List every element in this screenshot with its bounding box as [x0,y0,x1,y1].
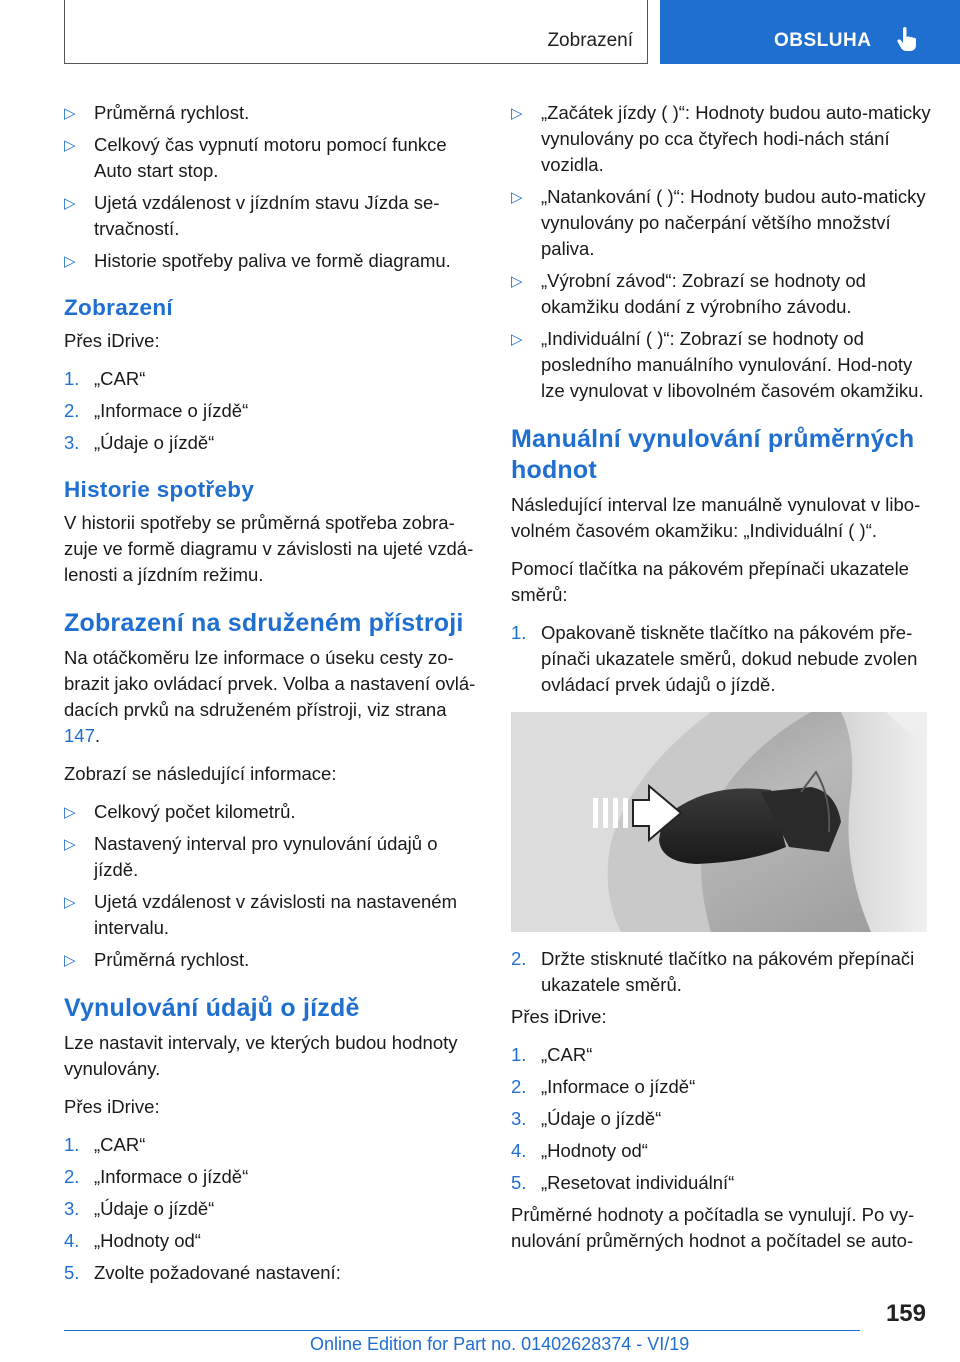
list-item: ▷ „Začátek jízdy ( )“: Hodnoty budou auto-maticky vynulovány po cca čtyřech hodi-nách stání vozidla. [511,102,931,175]
outro-text: Průměrné hodnoty a počítadla se vynulují. Po vy-nulování průměrných hodnot a počítadel se auto- [511,1204,915,1251]
top-bullet-list [64,100,476,274]
steps-list [64,1132,476,1286]
page-number: 159 [885,1300,926,1327]
intro-text: Zobrazí se následující informace: [64,763,337,784]
list-item: 2. Držte stisknuté tlačítko na pákovém přepínači ukazatele směrů. [511,948,915,995]
idrive-steps-list [511,1042,931,1196]
triangle-bullet-icon: ▷ [64,804,76,821]
info-bullet-list [64,799,476,973]
list-item: 3. „Údaje o jízdě“ [64,1198,215,1219]
footer-divider [64,1330,860,1331]
manual-text-2: Pomocí tlačítka na pákovém přepínači ukazatele směrů: [511,558,909,605]
manual-text-1: Následující interval lze manuálně vynulovat v libo-volném časovém okamžiku: „Individuální ( )“. [511,494,921,541]
heading-historie: Historie spotřeby [64,477,255,502]
intro-text: Přes iDrive: [511,1006,607,1027]
list-item: 2. „Informace o jízdě“ [64,1166,249,1187]
triangle-bullet-icon: ▷ [511,273,523,290]
list-item: ▷ Celkový čas vypnutí motoru pomocí funkce Auto start stop. [64,134,447,181]
list-item: ▷ Průměrná rychlost. [64,947,476,973]
section-title: Zobrazení [547,30,633,51]
list-item: ▷ „Individuální ( )“: Zobrazí se hodnoty od posledního manuálního vynulování. Hod-noty lze vynulovat v libovolném časovém okamžiku. [511,328,924,401]
list-item: 1. „CAR“ [511,1044,593,1065]
list-item: ▷ „Natankování ( )“: Hodnoty budou auto-maticky vynulovány po načerpání většího množství paliva. [511,186,926,259]
intro-text: Přes iDrive: [64,330,160,351]
list-item: ▷ Nastavený interval pro vynulování údajů o jízdě. [64,833,438,880]
manual-steps-list [511,620,931,698]
list-item: ▷ Ujetá vzdálenost v závislosti na nastaveném intervalu. [64,891,457,938]
list-item: 4. „Hodnoty od“ [64,1230,201,1251]
page-reference-link[interactable]: 147 [64,725,95,746]
intro-text: Přes iDrive: [64,1096,160,1117]
reset-options-list [511,100,931,404]
list-item: 4. „Hodnoty od“ [511,1140,648,1161]
triangle-bullet-icon: ▷ [511,331,523,348]
pristroj-text: Na otáčkoměru lze informace o úseku cesty zo-brazit jako ovládací prvek. Volba a nastavení ovlá-dacích prvků na sdruženém přístroji, viz strana 147. [64,647,476,746]
chapter-title: OBSLUHA [774,30,872,51]
triangle-bullet-icon: ▷ [64,952,76,969]
vynulovani-text: Lze nastavit intervaly, ve kterých budou hodnoty vynulovány. [64,1032,458,1079]
heading-vynulovani: Vynulování údajů o jízdě [64,994,360,1022]
list-item: 1. Opakovaně tiskněte tlačítko na pákovém pře-pínači ukazatele směrů, dokud nebude zvolen ovládací prvek údajů o jízdě. [511,622,918,695]
list-item: ▷ Průměrná rychlost. [64,100,476,126]
list-item: 1. „CAR“ [64,1134,146,1155]
triangle-bullet-icon: ▷ [511,105,523,122]
heading-manual-reset: Manuální vynulování průměrných hodnot [511,425,915,484]
hand-pointer-icon [896,26,918,52]
header-chapter-tab[interactable] [660,0,960,64]
steps-list [64,366,476,456]
heading-zobrazeni: Zobrazení [64,295,173,320]
list-item: 3. „Údaje o jízdě“ [511,1108,662,1129]
header-section-box [64,0,648,64]
triangle-bullet-icon: ▷ [64,137,76,154]
manual-steps-list-2 [511,946,931,998]
list-item: ▷ Celkový počet kilometrů. [64,799,476,825]
footer-edition: Online Edition for Part no. 01402628374 - VI/19 [310,1334,690,1354]
list-item: ▷ „Výrobní závod“: Zobrazí se hodnoty od okamžiku dodání z výrobního závodu. [511,270,866,317]
triangle-bullet-icon: ▷ [64,105,76,122]
list-item: ▷ Historie spotřeby paliva ve formě diagramu. [64,248,476,274]
heading-pristroj: Zobrazení na sdruženém přístroji [64,609,464,637]
triangle-bullet-icon: ▷ [64,836,76,853]
list-item: ▷ Ujetá vzdálenost v jízdním stavu Jízda se-trvačností. [64,192,440,239]
turn-signal-lever-photo [511,712,927,932]
triangle-bullet-icon: ▷ [64,195,76,212]
list-item: 2. „Informace o jízdě“ [64,400,249,421]
list-item: 5. „Resetovat individuální“ [511,1172,735,1193]
triangle-bullet-icon: ▷ [511,189,523,206]
left-column [64,100,476,1292]
list-item: 5. Zvolte požadované nastavení: [64,1262,341,1283]
right-column [511,100,931,1266]
list-item: 3. „Údaje o jízdě“ [64,432,215,453]
list-item: 1. „CAR“ [64,368,146,389]
triangle-bullet-icon: ▷ [64,894,76,911]
triangle-bullet-icon: ▷ [64,253,76,270]
historie-text: V historii spotřeby se průměrná spotřeba zobra-zuje ve formě diagramu v závislosti na ujeté vzdá-lenosti a jízdním režimu. [64,512,474,585]
list-item: 2. „Informace o jízdě“ [511,1076,696,1097]
